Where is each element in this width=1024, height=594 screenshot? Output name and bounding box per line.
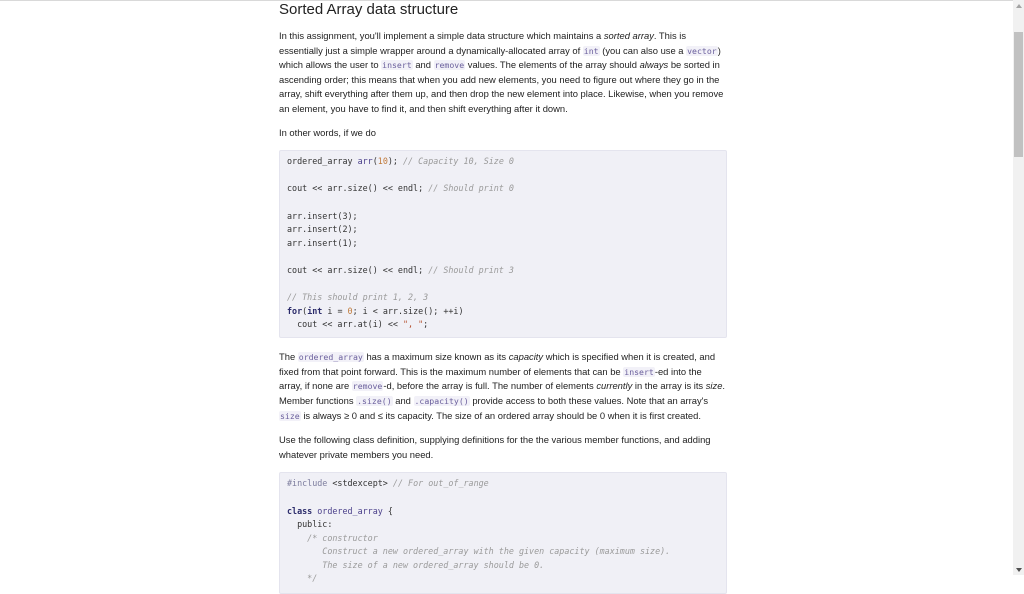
code-comment-line: The size of a new ordered_array should be 0. bbox=[287, 559, 545, 570]
inline-code: vector bbox=[687, 45, 717, 56]
inline-code: size bbox=[280, 410, 300, 421]
code-comment-line: */ bbox=[287, 573, 318, 584]
code-comment: // For out_of_range bbox=[392, 478, 489, 489]
inline-code: remove bbox=[434, 60, 465, 71]
scroll-up-arrow-icon[interactable] bbox=[1013, 0, 1024, 11]
code-line-blank bbox=[287, 250, 719, 264]
code-line-blank bbox=[287, 278, 719, 292]
text: which is specified when it is created, and fixed from that point forward. This is the maximum number of elements that can be bbox=[279, 351, 716, 377]
emphasis: sorted array bbox=[603, 30, 654, 41]
document-content bbox=[279, 0, 727, 594]
text: is always ≥ 0 and ≤ its capacity. The size of an ordered array should be 0 when it is first created. bbox=[300, 409, 701, 421]
code-token: cout << arr.size() << endl; bbox=[287, 183, 429, 194]
text: and bbox=[392, 394, 414, 406]
code-line bbox=[287, 155, 719, 169]
code-line bbox=[287, 318, 719, 332]
text: -ed into the array, if none are bbox=[279, 365, 702, 392]
capacity-paragraph bbox=[279, 350, 727, 423]
class-definition-paragraph: Use the following class definition, supplying definitions for the the various member functions, and adding whatever private members you need. bbox=[279, 434, 711, 460]
inline-code: remove bbox=[352, 381, 383, 392]
code-line-blank bbox=[287, 196, 719, 210]
text: In this assignment, you'll implement a simple data structure which maintains a bbox=[279, 30, 604, 41]
code-token: ordered_array bbox=[287, 156, 358, 167]
code-token: 10 bbox=[377, 156, 388, 167]
text: has a maximum size known as its bbox=[363, 351, 509, 363]
code-line: arr.insert(3); bbox=[287, 210, 358, 221]
code-token: ( bbox=[372, 156, 378, 167]
text: and bbox=[412, 59, 434, 71]
inline-code: .capacity() bbox=[414, 395, 469, 406]
text: provide access to both these values. Note that an array's bbox=[469, 394, 709, 406]
class-definition-code-block bbox=[279, 472, 727, 594]
code-comment: // Capacity 10, Size 0 bbox=[403, 156, 514, 167]
code-keyword: for bbox=[287, 305, 303, 316]
code-line-blank bbox=[287, 169, 719, 183]
other-words-paragraph: In other words, if we do bbox=[279, 126, 376, 138]
code-example-block bbox=[279, 150, 727, 338]
code-line bbox=[287, 505, 719, 519]
emphasis: currently bbox=[596, 380, 633, 392]
triangle-up-icon bbox=[1016, 4, 1022, 8]
code-token: 0 bbox=[347, 305, 353, 316]
code-token: i = bbox=[322, 305, 348, 316]
text: The bbox=[279, 351, 298, 363]
code-line: public: bbox=[287, 519, 333, 530]
vertical-scrollbar[interactable] bbox=[1013, 0, 1024, 575]
code-token: { bbox=[382, 505, 393, 516]
inline-code: .size() bbox=[357, 395, 392, 406]
scroll-down-arrow-icon[interactable] bbox=[1013, 564, 1024, 575]
code-token: ); bbox=[387, 156, 404, 167]
code-line: arr.insert(1); bbox=[287, 237, 358, 248]
code-token: arr bbox=[357, 156, 373, 167]
code-token: cout << arr.size() << endl; bbox=[287, 264, 429, 275]
text: ) which allows the user to bbox=[279, 44, 721, 71]
emphasis: size bbox=[705, 380, 723, 392]
text: be sorted in ascending order; this means that when you add new elements, you need to figure out where they go in the array, shift everything after them up, and then drop the new element into place. Likewise, when you remove an element, you have to find it, and then shift everything after it down. bbox=[279, 59, 724, 114]
code-comment-line: Construct a new ordered_array with the given capacity (maximum size). bbox=[287, 546, 671, 557]
code-line bbox=[287, 305, 719, 319]
code-comment-line: /* constructor bbox=[287, 532, 378, 543]
code-token: ordered_array bbox=[312, 505, 383, 516]
code-token: ; i < arr.size(); ++i) bbox=[352, 305, 464, 316]
code-comment: // Should print 3 bbox=[428, 264, 514, 275]
emphasis: always bbox=[639, 59, 669, 71]
code-line: arr.insert(2); bbox=[287, 224, 358, 235]
text: . This is essentially just a simple wrapper around a dynamically-allocated array of bbox=[279, 30, 687, 56]
code-line-blank bbox=[287, 491, 719, 505]
code-token: <stdexcept> bbox=[327, 478, 393, 489]
code-keyword: int bbox=[307, 305, 323, 316]
inline-code: int bbox=[583, 45, 599, 56]
code-token: ; bbox=[423, 319, 429, 330]
code-string: ", " bbox=[402, 319, 424, 330]
emphasis: capacity bbox=[508, 351, 544, 363]
code-preprocessor: #include bbox=[287, 478, 328, 489]
text: . Member functions bbox=[279, 380, 726, 406]
code-token: ( bbox=[302, 305, 308, 316]
inline-code: insert bbox=[382, 60, 412, 71]
inline-code: insert bbox=[624, 366, 654, 377]
code-comment-line: // This should print 1, 2, 3 bbox=[287, 292, 429, 303]
inline-code: ordered_array bbox=[298, 352, 363, 363]
code-keyword: class bbox=[287, 505, 313, 516]
text: (you can also use a bbox=[599, 44, 687, 56]
code-comment: // Should print 0 bbox=[428, 183, 514, 194]
text: in the array is its bbox=[632, 380, 706, 392]
page-title: Sorted Array data structure bbox=[279, 1, 459, 18]
scrollbar-thumb[interactable] bbox=[1014, 32, 1023, 157]
code-line bbox=[287, 477, 719, 491]
code-token: cout << arr.at(i) << bbox=[287, 319, 403, 330]
intro-paragraph bbox=[279, 29, 727, 117]
triangle-down-icon bbox=[1016, 568, 1022, 572]
text: values. The elements of the array should bbox=[465, 59, 640, 71]
code-line bbox=[287, 264, 719, 278]
code-line bbox=[287, 182, 719, 196]
text: -d, before the array is full. The number of elements bbox=[383, 380, 597, 392]
